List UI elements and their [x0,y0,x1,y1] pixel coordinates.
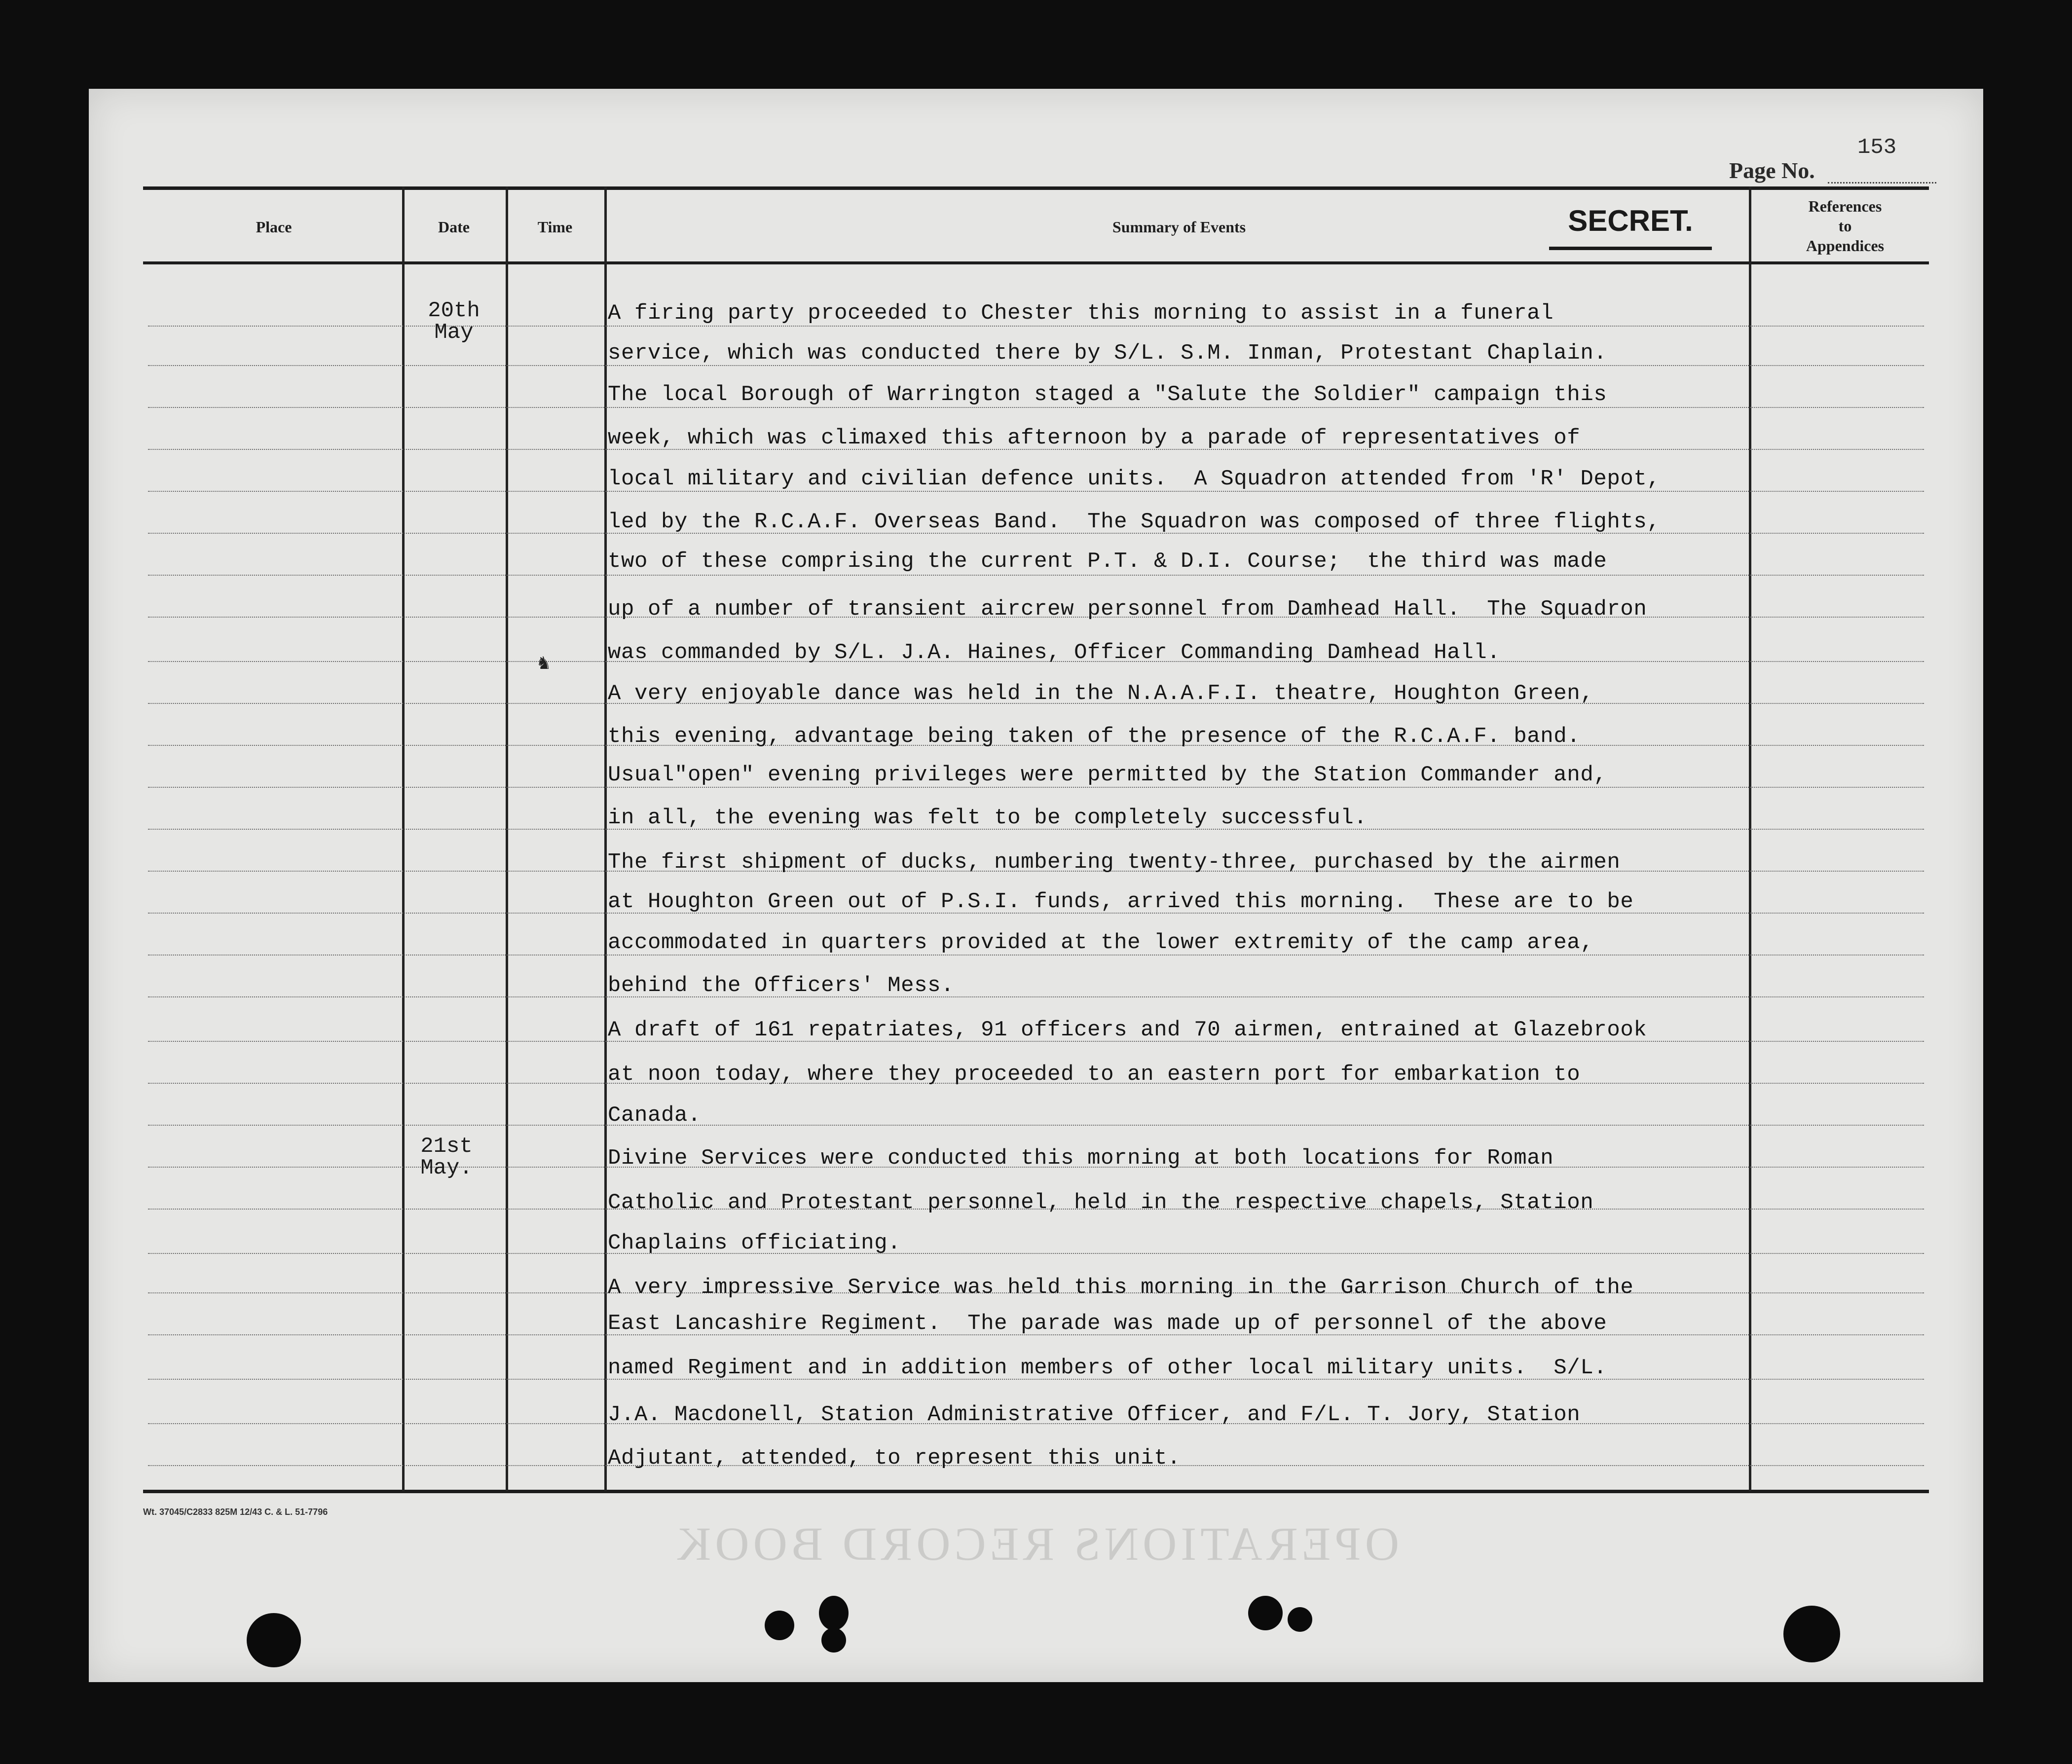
document-sheet [89,89,1983,1682]
table-bottom-border [143,1490,1929,1493]
page-number-rule [1828,182,1936,184]
page-number-value: 153 [1857,135,1897,160]
summary-line: Divine Services were conducted this morning at both locations for Roman [608,1146,1554,1171]
ink-mark: ♞ [538,653,550,675]
summary-line: The first shipment of ducks, numbering twenty-three, purchased by the airmen [608,850,1621,875]
ruled-line [148,1253,1924,1254]
column-divider-summary [1749,186,1751,1491]
references-line-2: to [1838,217,1852,235]
binding-hole [821,1628,846,1653]
summary-line: service, which was conducted there by S/L. S.M. Inman, Protestant Chaplain. [608,341,1607,366]
summary-line: The local Borough of Warrington staged a "Salute the Soldier" campaign this [608,382,1607,407]
summary-line: A draft of 161 repatriates, 91 officers and 70 airmen, entrained at Glazebrook [608,1018,1647,1042]
date-20th-day: 20th [428,298,480,323]
summary-line: J.A. Macdonell, Station Administrative Officer, and F/L. T. Jory, Station [608,1402,1581,1427]
summary-line: accommodated in quarters provided at the lower extremity of the camp area, [608,930,1594,955]
column-header-time: Time [537,218,573,236]
binding-hole [819,1596,849,1630]
date-20th [405,300,503,343]
summary-line: Canada. [608,1103,702,1128]
summary-line: two of these comprising the current P.T. & D.I. Course; the third was made [608,549,1607,574]
binding-hole [765,1611,794,1640]
column-header-date: Date [438,218,470,236]
date-21st-day: 21st [420,1134,473,1159]
summary-line: week, which was climaxed this afternoon by a parade of representatives of [608,426,1581,450]
date-21st [397,1136,496,1179]
ruled-line [148,1125,1924,1126]
summary-line: A very enjoyable dance was held in the N.A.A.F.I. theatre, Houghton Green, [608,681,1594,706]
page-number [1729,135,1936,187]
summary-line: A very impressive Service was held this morning in the Garrison Church of the [608,1275,1634,1300]
summary-line: Catholic and Protestant personnel, held in the respective chapels, Station [608,1190,1594,1215]
summary-line: was commanded by S/L. J.A. Haines, Officer Commanding Damhead Hall. [608,640,1501,665]
references-line-3: Appendices [1806,237,1885,255]
column-header-references [1754,196,1936,256]
summary-line: behind the Officers' Mess. [608,973,955,998]
summary-line: at noon today, where they proceeded to an eastern port for embarkation to [608,1062,1581,1087]
table-header-border [143,261,1929,264]
binding-hole-right [1783,1606,1840,1662]
summary-line: at Houghton Green out of P.S.I. funds, arrived this morning. These are to be [608,889,1634,914]
summary-line: Adjutant, attended, to represent this unit. [608,1446,1181,1470]
summary-line: this evening, advantage being taken of the presence of the R.C.A.F. band. [608,724,1581,749]
column-header-place: Place [256,218,292,236]
binding-hole [1248,1596,1283,1630]
column-divider-place [402,186,405,1491]
summary-line: local military and civilian defence units. A Squadron attended from 'R' Depot, [608,467,1661,491]
ruled-line [148,996,1924,997]
date-20th-month: May [434,320,474,345]
summary-line: Usual"open" evening privileges were permitted by the Station Commander and, [608,763,1607,787]
binding-hole [1288,1607,1312,1632]
column-divider-date [506,186,508,1491]
references-line-1: References [1808,197,1882,215]
summary-line: Chaplains officiating. [608,1231,901,1255]
summary-line: East Lancashire Regiment. The parade was made up of personnel of the above [608,1311,1607,1336]
column-divider-time [604,186,607,1491]
summary-line: led by the R.C.A.F. Overseas Band. The Squadron was composed of three flights, [608,510,1661,534]
binding-hole-left [247,1613,301,1667]
summary-line: A firing party proceeded to Chester this morning to assist in a funeral [608,301,1554,326]
column-header-summary: Summary of Events [1112,218,1246,236]
page-number-label: Page No. [1729,158,1815,183]
summary-line: named Regiment and in addition members of other local military units. S/L. [608,1356,1607,1380]
table-top-border [143,186,1929,190]
summary-line: up of a number of transient aircrew personnel from Damhead Hall. The Squadron [608,597,1647,622]
date-21st-month: May. [420,1156,473,1180]
record-book-stamp: OPERATIONS RECORD BOOK [672,1517,1400,1570]
secret-stamp: SECRET. [1549,202,1712,250]
summary-line: in all, the evening was felt to be completely successful. [608,806,1368,830]
form-code: Wt. 37045/C2833 825M 12/43 C. & L. 51-7796 [143,1507,328,1517]
